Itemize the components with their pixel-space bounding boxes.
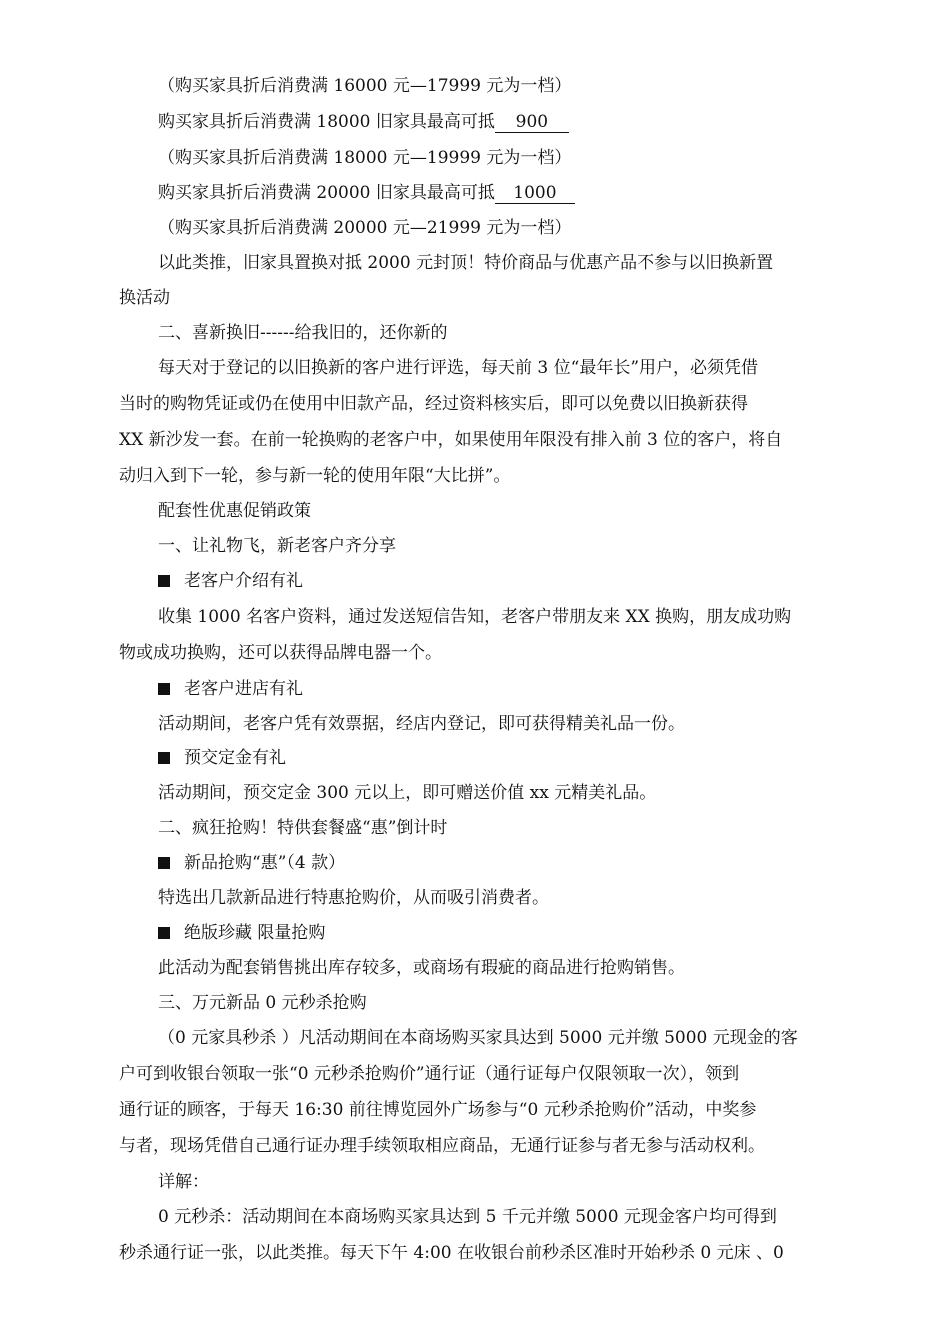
square-bullet-icon <box>158 683 170 695</box>
bullet-referral <box>158 569 303 593</box>
label-details: 详解： <box>158 1172 209 1192</box>
paragraph-flash-line3: 通行证的顾客，于每天 16:30 前往博览园外广场参与“0 元秒杀抢购价”活动，中奖参 <box>119 1100 757 1120</box>
heading-gift: 一、让礼物飞，新老客户齐分享 <box>158 536 396 556</box>
square-bullet-icon <box>158 575 170 587</box>
heading-flash-sale: 三、万元新品 0 元秒杀抢购 <box>158 993 367 1013</box>
tier-note-16000: （购买家具折后消费满 16000 元—17999 元为一档） <box>158 76 572 96</box>
paragraph-details-line2: 秒杀通行证一张，以此类推。每天下午 4:00 在收银台前秒杀区准时开始秒杀 0 元床 、0 <box>119 1243 784 1263</box>
bullet-deposit-label: 预交定金有礼 <box>184 748 286 768</box>
heading-section-2: 二、喜新换旧------给我旧的，还你新的 <box>158 323 448 343</box>
paragraph-limited: 此活动为配套销售挑出库存较多，或商场有瑕疵的商品进行抢购销售。 <box>158 958 685 978</box>
tier-note-18000: （购买家具折后消费满 18000 元—19999 元为一档） <box>158 148 572 168</box>
heading-rush: 二、疯狂抢购！特供套餐盛“惠”倒计时 <box>158 818 448 838</box>
bullet-new-products <box>158 851 345 875</box>
paragraph-referral-line2: 物或成功换购，还可以获得品牌电器一个。 <box>119 643 442 663</box>
bullet-new-products-label: 新品抢购“惠”（4 款） <box>184 853 346 873</box>
paragraph-new-products: 特选出几款新品进行特惠抢购价，从而吸引消费者。 <box>158 888 549 908</box>
tier-value-20000: 1000 <box>495 183 575 204</box>
square-bullet-icon <box>158 752 170 764</box>
paragraph-cap-line2: 换活动 <box>119 288 170 308</box>
paragraph-referral-line1: 收集 1000 名客户资料，通过发送短信告知，老客户带朋友来 XX 换购，朋友成功购 <box>158 607 792 627</box>
paragraph-deposit: 活动期间，预交定金 300 元以上，即可赠送价值 xx 元精美礼品。 <box>158 783 657 803</box>
paragraph-flash-line2: 户可到收银台领取一张“0 元秒杀抢购价”通行证（通行证每户仅限领取一次），领到 <box>119 1064 740 1084</box>
paragraph-flash-line1: （0 元家具秒杀 ）凡活动期间在本商场购买家具达到 5000 元并缴 5000 元现金的客 <box>158 1028 798 1048</box>
paragraph-oldest-line2: 当时的购物凭证或仍在使用中旧款产品，经过资料核实后，即可以免费以旧换新获得 <box>119 394 748 414</box>
paragraph-visit: 活动期间，老客户凭有效票据，经店内登记，即可获得精美礼品一份。 <box>158 714 685 734</box>
tier-line-20000 <box>158 181 575 205</box>
bullet-limited-label: 绝版珍藏 限量抢购 <box>184 923 326 943</box>
bullet-visit <box>158 677 303 701</box>
paragraph-oldest-line4: 动归入到下一轮，参与新一轮的使用年限“大比拼”。 <box>119 466 511 486</box>
tier-value-18000: 900 <box>495 112 569 133</box>
heading-policy: 配套性优惠促销政策 <box>158 501 311 521</box>
tier-text-20000: 购买家具折后消费满 20000 旧家具最高可抵 <box>158 183 495 203</box>
bullet-deposit <box>158 746 286 770</box>
square-bullet-icon <box>158 857 170 869</box>
tier-line-18000 <box>158 110 569 134</box>
tier-text-18000: 购买家具折后消费满 18000 旧家具最高可抵 <box>158 112 495 132</box>
paragraph-oldest-line1: 每天对于登记的以旧换新的客户进行评选，每天前 3 位“最年长”用户，必须凭借 <box>158 358 759 378</box>
bullet-referral-label: 老客户介绍有礼 <box>184 571 303 591</box>
paragraph-cap-line1: 以此类推，旧家具置换对抵 2000 元封顶！特价商品与优惠产品不参与以旧换新置 <box>158 253 774 273</box>
paragraph-oldest-line3: XX 新沙发一套。在前一轮换购的老客户中，如果使用年限没有排入前 3 位的客户，将自 <box>119 430 783 450</box>
bullet-limited <box>158 921 325 945</box>
paragraph-flash-line4: 与者，现场凭借自己通行证办理手续领取相应商品，无通行证参与者无参与活动权利。 <box>119 1136 765 1156</box>
bullet-visit-label: 老客户进店有礼 <box>184 679 303 699</box>
square-bullet-icon <box>158 927 170 939</box>
tier-note-20000: （购买家具折后消费满 20000 元—21999 元为一档） <box>158 218 572 238</box>
paragraph-details-line1: 0 元秒杀：活动期间在本商场购买家具达到 5 千元并缴 5000 元现金客户均可得到 <box>158 1207 777 1227</box>
